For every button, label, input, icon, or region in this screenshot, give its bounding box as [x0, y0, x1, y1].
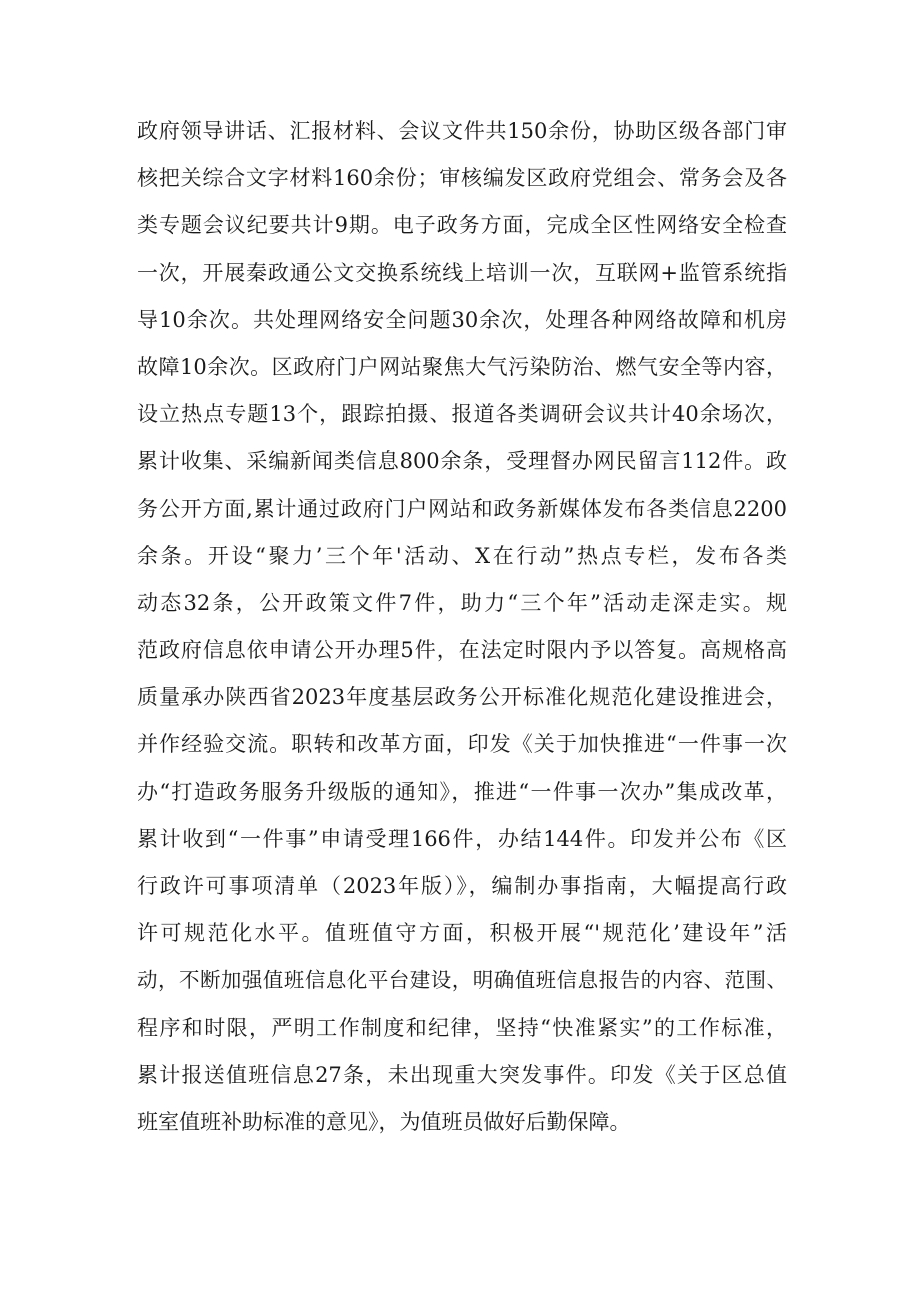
paragraph-line: 动，不断加强值班信息化平台建设，明确值班信息报告的内容、范围、	[137, 968, 787, 993]
paragraph-line: 质量承办陕西省2023年度基层政务公开标准化规范化建设推进会，	[137, 685, 787, 710]
paragraph-line: 范政府信息依申请公开办理5件，在法定时限内予以答复。高规格高	[137, 638, 787, 663]
paragraph-line: 累计收集、采编新闻类信息800余条，受理督办网民留言112件。政	[137, 449, 787, 474]
paragraph-line: 故障10余次。区政府门户网站聚焦大气污染防治、燃气安全等内容，	[137, 354, 787, 379]
paragraph-line: 余条。开设“聚力’三个年'活动、X在行动”热点专栏，发布各类	[137, 543, 787, 568]
paragraph-line: 类专题会议纪要共计9期。电子政务方面，完成全区性网络安全检查	[137, 213, 787, 238]
paragraph-line: 并作经验交流。职转和改革方面，印发《关于加快推进“一件事一次	[137, 732, 787, 757]
paragraph-line: 累计报送值班信息27条，未出现重大突发事件。印发《关于区总值	[137, 1062, 787, 1087]
paragraph-line: 行政许可事项清单（2023年版）》，编制办事指南，大幅提高行政	[137, 874, 787, 898]
paragraph-line: 程序和时限，严明工作制度和纪律，坚持“快准紧实”的工作标准，	[137, 1015, 787, 1040]
paragraph-line: 许可规范化水平。值班值守方面，积极开展“'规范化’建设年”活	[137, 921, 787, 946]
paragraph-line: 务公开方面,累计通过政府门户网站和政务新媒体发布各类信息2200	[137, 496, 787, 521]
paragraph-line: 班室值班补助标准的意见》，为值班员做好后勤保障。	[137, 1109, 631, 1134]
paragraph-line: 动态32条，公开政策文件7件，助力“三个年”活动走深走实。规	[137, 590, 787, 615]
paragraph-line: 核把关综合文字材料160余份；审核编发区政府党组会、常务会及各	[137, 166, 787, 191]
paragraph-line: 累计收到“一件事”申请受理166件，办结144件。印发并公布《区	[137, 826, 787, 851]
paragraph-line: 政府领导讲话、汇报材料、会议文件共150余份，协助区级各部门审	[137, 119, 787, 143]
paragraph-line: 一次，开展秦政通公文交换系统线上培训一次，互联网+监管系统指	[137, 260, 787, 285]
paragraph-line: 导10余次。共处理网络安全问题30余次，处理各种网络故障和机房	[137, 307, 787, 332]
paragraph-line: 办“打造政务服务升级版的通知》，推进“一件事一次办”集成改革，	[137, 779, 787, 804]
body-paragraph	[137, 108, 787, 1146]
paragraph-line: 设立热点专题13个，跟踪拍摄、报道各类调研会议共计40余场次，	[137, 402, 787, 427]
